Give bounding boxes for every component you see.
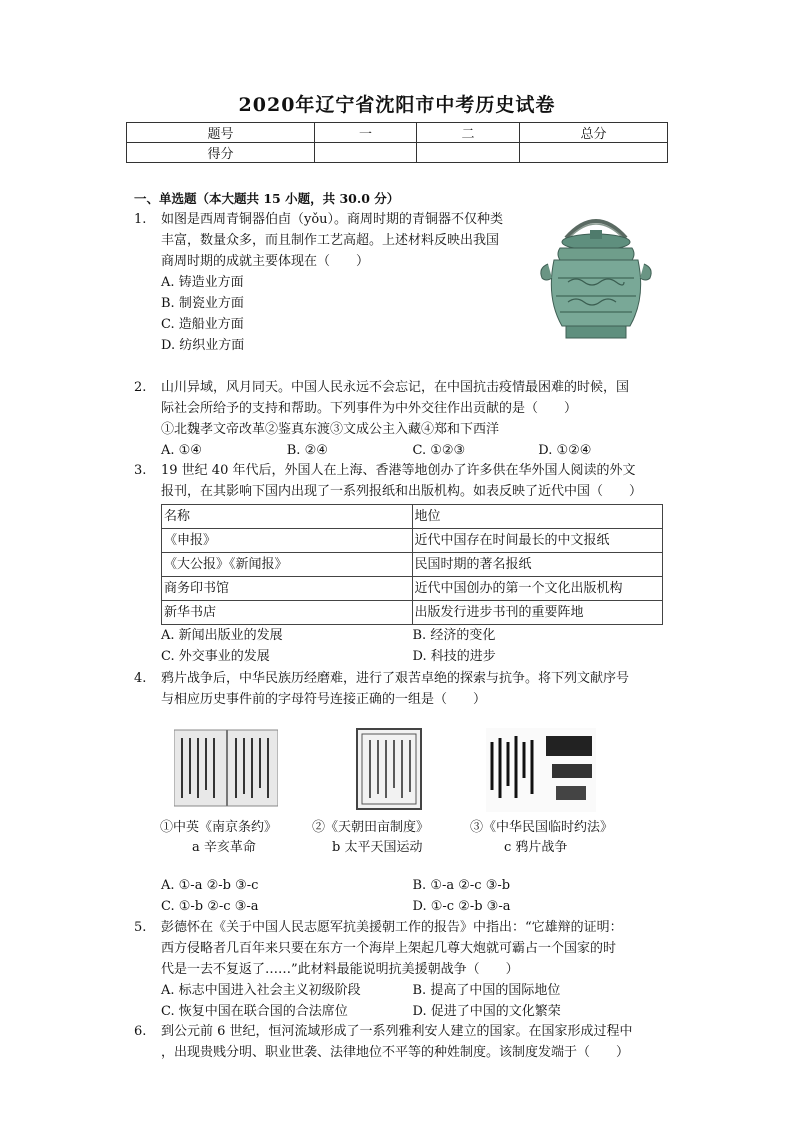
option-c[interactable]: C. 恢复中国在联合国的合法席位: [161, 1004, 348, 1019]
question-number: 1.: [134, 212, 147, 227]
question-5: [134, 917, 664, 1022]
question-number: 6.: [134, 1024, 147, 1039]
question-number: 2.: [134, 380, 147, 395]
option-b[interactable]: B. ①-a ②-c ③-b: [412, 878, 511, 893]
question-text-line: 报刊，在其影响下国内出现了一系列报纸和出版机构。如表反映了近代中国（ ）: [161, 484, 643, 499]
document-caption: ②《天朝田亩制度》: [312, 820, 430, 835]
option-c[interactable]: C. 造船业方面: [161, 317, 244, 332]
nanjing-treaty-image: [174, 728, 278, 808]
press-table: [161, 504, 663, 625]
option-a[interactable]: A. 新闻出版业的发展: [161, 628, 283, 643]
table-cell: 民国时期的著名报纸: [412, 553, 663, 577]
event-caption: b 太平天国运动: [332, 840, 423, 855]
document-images: [160, 728, 660, 878]
option-c[interactable]: C. ①②③: [412, 443, 466, 458]
option-b[interactable]: B. 经济的变化: [412, 628, 496, 643]
question-text-line: 19 世纪 40 年代后，外国人在上海、香港等地创办了许多供在华外国人阅读的外文: [161, 463, 636, 478]
page-title: 2020年辽宁省沈阳市中考历史试卷: [238, 94, 556, 116]
question-text-line: 西方侵略者几百年来只要在东方一个海岸上架起几尊大炮就可霸占一个国家的时: [161, 941, 617, 956]
question-4-options: [134, 875, 664, 917]
question-number: 4.: [134, 671, 147, 686]
bronze-vessel-image: [536, 208, 656, 346]
question-text-line: 丰富，数量众多，而且制作工艺高超。上述材料反映出我国: [161, 233, 500, 248]
score-header-cell: 二: [417, 123, 520, 143]
option-d[interactable]: D. 纺织业方面: [161, 338, 245, 353]
event-caption: a 辛亥革命: [192, 840, 256, 855]
table-cell: 《大公报》《新闻报》: [162, 553, 413, 577]
question-number: 5.: [134, 920, 147, 935]
score-header-cell: 总分: [520, 123, 668, 143]
table-cell: 近代中国存在时间最长的中文报纸: [412, 529, 663, 553]
question-text-line: 如图是西周青铜器伯卣（yǒu）。商周时期的青铜器不仅种类: [161, 212, 504, 227]
score-header-cell: 一: [315, 123, 417, 143]
table-row: [162, 601, 663, 625]
question-text-line: 到公元前 6 世纪，恒河流域形成了一系列雅利安人建立的国家。在国家形成过程中: [161, 1024, 633, 1039]
score-cell[interactable]: [417, 143, 520, 163]
question-2: [134, 377, 664, 461]
provisional-constitution-image: [486, 728, 596, 812]
question-3: [134, 460, 664, 667]
question-text-line: ①北魏孝文帝改革②鉴真东渡③文成公主入藏④郑和下西洋: [161, 422, 500, 437]
table-cell: 《申报》: [162, 529, 413, 553]
option-b[interactable]: B. 提高了中国的国际地位: [412, 983, 561, 998]
question-4: [134, 668, 664, 710]
option-a[interactable]: A. 铸造业方面: [161, 275, 244, 290]
question-text-line: 山川异域，风月同天。中国人民永远不会忘记，在中国抗击疫情最困难的时候，国: [161, 380, 630, 395]
document-caption: ①中英《南京条约》: [160, 820, 278, 835]
question-text-line: 际社会所给予的支持和帮助。下列事件为中外交往作出贡献的是（ ）: [161, 401, 578, 416]
table-row: [162, 529, 663, 553]
score-cell[interactable]: [520, 143, 668, 163]
table-cell: 新华书店: [162, 601, 413, 625]
section-heading: 一、单选题（本大题共 15 小题，共 30.0 分）: [134, 191, 400, 206]
question-text-line: 鸦片战争后，中华民族历经磨难，进行了艰苦卓绝的探索与抗争。将下列文献序号: [161, 671, 630, 686]
option-b[interactable]: B. 制瓷业方面: [161, 296, 244, 311]
score-table-score-row: [127, 143, 668, 163]
option-a[interactable]: A. 标志中国进入社会主义初级阶段: [161, 983, 361, 998]
table-cell: 商务印书馆: [162, 577, 413, 601]
score-cell[interactable]: [315, 143, 417, 163]
option-d[interactable]: D. ①-c ②-b ③-a: [412, 899, 511, 914]
table-cell: 近代中国创办的第一个文化出版机构: [412, 577, 663, 601]
option-a[interactable]: A. ①④: [161, 443, 202, 458]
score-table-header-row: [127, 123, 668, 143]
question-text-line: 彭德怀在《关于中国人民志愿军抗美援朝工作的报告》中指出：“它雄辩的证明：: [161, 920, 623, 935]
option-c[interactable]: C. ①-b ②-c ③-a: [161, 899, 259, 914]
table-row: [162, 505, 663, 529]
option-d[interactable]: D. 促进了中国的文化繁荣: [412, 1004, 561, 1019]
question-6: [134, 1021, 664, 1063]
question-text-line: 商周时期的成就主要体现在（ ）: [161, 254, 370, 269]
score-row-label: 得分: [127, 143, 315, 163]
score-table: [126, 122, 668, 163]
table-cell: 名称: [162, 505, 413, 529]
table-row: [162, 577, 663, 601]
table-cell: 出版发行进步书刊的重要阵地: [412, 601, 663, 625]
option-c[interactable]: C. 外交事业的发展: [161, 649, 270, 664]
score-header-cell: 题号: [127, 123, 315, 143]
table-cell: 地位: [412, 505, 663, 529]
tianchao-system-image: [356, 728, 422, 810]
event-caption: c 鸦片战争: [504, 840, 568, 855]
question-text-line: 与相应历史事件前的字母符号连接正确的一组是（ ）: [161, 692, 487, 707]
option-d[interactable]: D. 科技的进步: [412, 649, 496, 664]
question-number: 3.: [134, 463, 147, 478]
document-caption: ③《中华民国临时约法》: [470, 820, 614, 835]
question-text-line: 代是一去不复返了……”此材料最能说明抗美援朝战争（ ）: [161, 962, 519, 977]
option-b[interactable]: B. ②④: [286, 443, 328, 458]
question-text-line: ，出现贵贱分明、职业世袭、法律地位不平等的种姓制度。该制度发端于（ ）: [161, 1045, 630, 1060]
table-row: [162, 553, 663, 577]
option-d[interactable]: D. ①②④: [538, 443, 592, 458]
option-a[interactable]: A. ①-a ②-b ③-c: [161, 878, 259, 893]
